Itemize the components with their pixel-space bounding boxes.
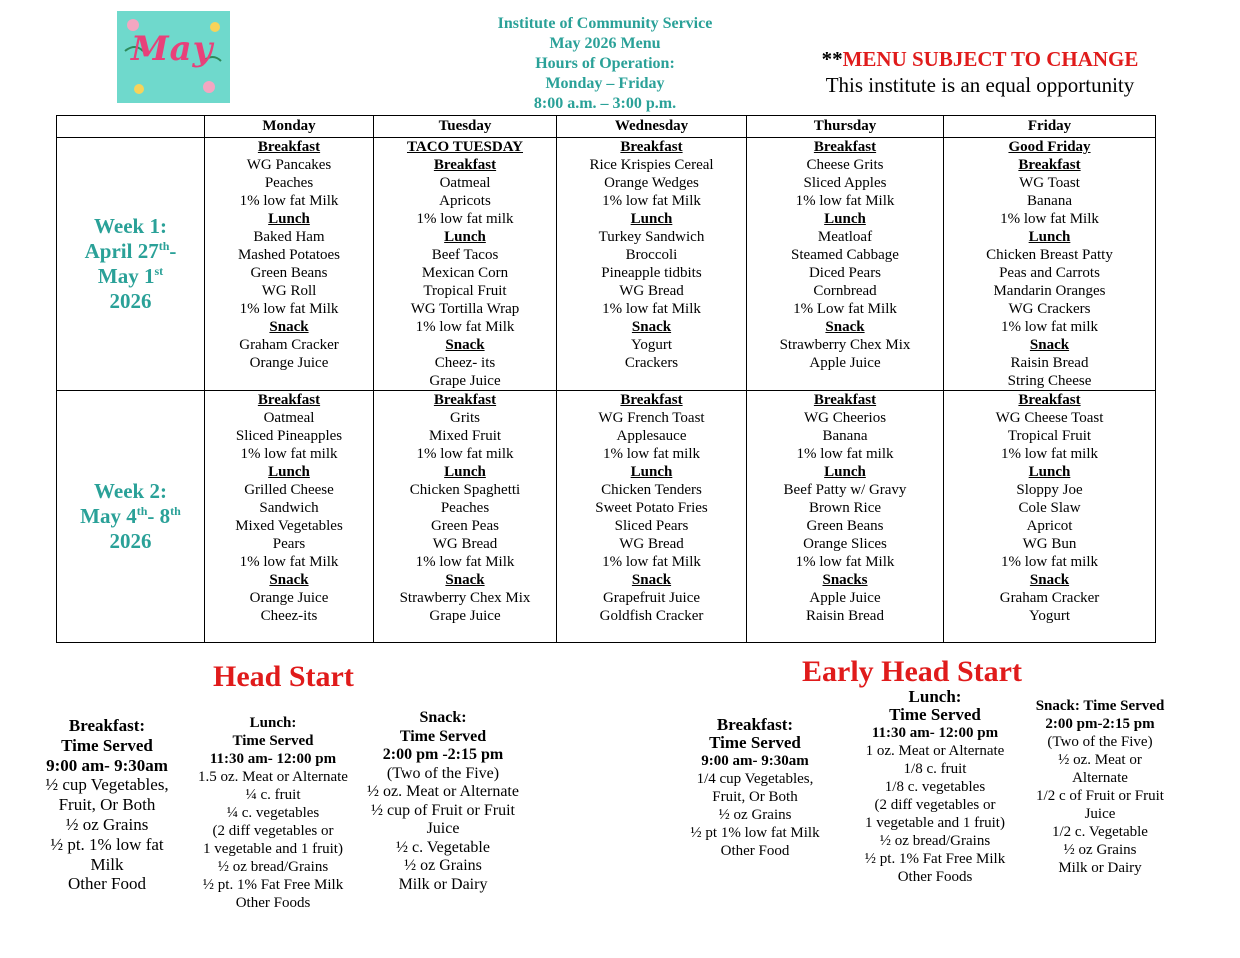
guideline-line: 1 vegetable and 1 fruit) [203, 841, 343, 857]
guideline-line: ¼ c. vegetables [226, 805, 320, 821]
meal-section-label: Lunch [1028, 464, 1071, 480]
menu-item: Chicken Tenders [601, 482, 702, 498]
meal-section-label: Lunch [444, 464, 486, 480]
menu-cell [747, 391, 944, 643]
meal-section-label: Snack [445, 337, 485, 353]
menu-item: Rice Krispies Cereal [589, 157, 714, 173]
guideline-heading: 2:00 pm-2:15 pm [1045, 716, 1155, 732]
menu-item: Sliced Apples [803, 175, 887, 191]
guideline-line: ¼ c. fruit [245, 787, 301, 803]
menu-item: Apple Juice [809, 590, 881, 606]
meal-section-label: Good Friday [1008, 139, 1091, 155]
menu-item: WG Crackers [1008, 301, 1091, 317]
guideline-line: Other Food [720, 843, 790, 859]
menu-item: 1% low fat Milk [795, 193, 895, 209]
menu-cell [205, 138, 374, 391]
menu-item: WG Bread [432, 536, 498, 552]
menu-item: Cole Slaw [1018, 500, 1081, 516]
guideline-line: (2 diff vegetables or [212, 823, 334, 839]
menu-item: WG Cheese Toast [995, 410, 1104, 426]
ehs-lunch-block [850, 688, 1020, 886]
week-label: Week 2: May 4th- 8th 2026 [57, 391, 205, 643]
menu-item: Peaches [264, 175, 314, 191]
guideline-line: 1/8 c. fruit [903, 761, 967, 777]
guideline-line: (Two of the Five) [1047, 734, 1153, 750]
menu-cell [944, 138, 1156, 391]
menu-item: Oatmeal [263, 410, 315, 426]
menu-item: Pears [272, 536, 306, 552]
menu-item: WG Cheerios [803, 410, 887, 426]
menu-item: 1% Low fat Milk [793, 301, 897, 317]
hs-breakfast-block [14, 716, 200, 894]
menu-item: Green Peas [431, 518, 499, 534]
guideline-line: ½ pt. 1% Fat Free Milk [202, 877, 344, 893]
menu-item: Sloppy Joe [1016, 482, 1083, 498]
menu-cell [557, 391, 747, 643]
menu-item: 1% low fat Milk [602, 554, 701, 570]
menu-item: Cornbread [813, 283, 877, 299]
menu-notice [790, 46, 1170, 98]
logo-text: May [131, 29, 214, 69]
guideline-heading: Lunch: [908, 687, 962, 706]
guideline-line: ½ pt 1% low fat Milk [690, 825, 820, 841]
menu-item: Graham Cracker [239, 337, 339, 353]
menu-item: WG Bread [619, 283, 684, 299]
menu-item: WG Bread [619, 536, 684, 552]
day-header: Monday [205, 116, 374, 138]
guideline-line: 1.5 oz. Meat or Alternate [198, 769, 348, 785]
menu-item: Goldfish Cracker [599, 608, 704, 624]
guideline-line: ½ oz. Meat or Alternate [367, 783, 519, 800]
menu-item: 1% low fat Milk [239, 193, 339, 209]
menu-item: 1% low fat Milk [239, 301, 339, 317]
guideline-line: Alternate [1072, 770, 1128, 786]
guideline-heading: Breakfast: [68, 716, 146, 735]
menu-item: 1% low fat Milk [602, 301, 701, 317]
meal-section-label: Snack [445, 572, 485, 588]
week-row [57, 391, 1156, 643]
menu-item: WG Pancakes [246, 157, 332, 173]
meal-section-label: Breakfast [1018, 157, 1081, 173]
meal-section-label: Lunch [630, 464, 673, 480]
ehs-snack-block [1025, 697, 1175, 877]
guideline-line: 1 vegetable and 1 fruit) [865, 815, 1005, 831]
menu-item: Beef Patty w/ Gravy [783, 482, 907, 498]
menu-item: Strawberry Chex Mix [399, 590, 531, 606]
day-header: Tuesday [374, 116, 557, 138]
menu-item: Oatmeal [439, 175, 491, 191]
menu-item: Apricots [439, 193, 491, 209]
menu-item: 1% low fat milk [240, 446, 338, 462]
menu-item: Raisin Bread [1010, 355, 1089, 371]
meal-section-label: Breakfast [813, 392, 877, 408]
hours-label: Hours of Operation: [535, 55, 675, 72]
corner-cell [57, 116, 205, 138]
meal-section-label: Breakfast [433, 157, 497, 173]
guideline-line: Other Foods [897, 869, 973, 885]
menu-item: Sliced Pears [614, 518, 689, 534]
guideline-line: (Two of the Five) [386, 764, 500, 782]
guideline-line: ½ oz Grains [1063, 842, 1137, 858]
menu-item: Banana [1027, 193, 1072, 209]
menu-item: Mixed Fruit [428, 428, 502, 444]
early-head-start-title: Early Head Start [802, 655, 1022, 688]
menu-item: Cheez-its [260, 608, 318, 624]
menu-cell [374, 138, 557, 391]
menu-table [56, 115, 1156, 643]
day-header: Thursday [747, 116, 944, 138]
menu-item: Sweet Potato Fries [595, 500, 708, 516]
guideline-line: ½ oz Grains [404, 857, 482, 874]
menu-item: Green Beans [250, 265, 328, 281]
menu-item: Peas and Carrots [999, 265, 1100, 281]
guideline-heading: Time Served [889, 705, 981, 724]
meal-section-label: Lunch [824, 464, 866, 480]
guideline-line: Milk or Dairy [398, 875, 488, 893]
menu-item: String Cheese [1007, 373, 1092, 389]
guideline-line: ½ oz Grains [65, 814, 149, 834]
menu-item: Mexican Corn [421, 265, 509, 281]
menu-item: Tropical Fruit [1007, 428, 1092, 444]
menu-item: Grilled Cheese [244, 482, 334, 498]
guideline-heading: Time Served [61, 735, 153, 755]
guideline-heading: 9:00 am- 9:30am [701, 753, 809, 769]
menu-item: Strawberry Chex Mix [779, 337, 911, 353]
guideline-line: (2 diff vegetables or [874, 797, 996, 813]
week-row [57, 138, 1156, 391]
menu-item: 1% low fat milk [602, 446, 701, 462]
menu-item: Yogurt [1029, 608, 1070, 624]
meal-section-label: Snack [1029, 572, 1070, 588]
day-header: Friday [944, 116, 1156, 138]
menu-item: 1% low fat Milk [415, 319, 515, 335]
guideline-line: 1/8 c. vegetables [884, 779, 986, 795]
menu-item: Chicken Breast Patty [986, 247, 1113, 263]
menu-cell [205, 391, 374, 643]
meal-section-label: Breakfast [257, 392, 321, 408]
guideline-line: 1/4 cup Vegetables, [696, 771, 814, 787]
menu-item: 1% low fat milk [416, 211, 514, 227]
guideline-line: Milk [90, 854, 124, 874]
guideline-line: Fruit, Or Both [58, 795, 156, 815]
menu-item: Orange Wedges [604, 175, 699, 191]
guideline-heading: Time Served [232, 733, 314, 749]
menu-item: WG Roll [261, 283, 317, 299]
menu-item: Mixed Vegetables [235, 518, 343, 534]
menu-item: Grapefruit Juice [602, 590, 701, 606]
menu-item: Chicken Spaghetti [409, 482, 521, 498]
menu-item: Cheese Grits [806, 157, 884, 173]
menu-item: Meatloaf [817, 229, 873, 245]
menu-item: Orange Juice [249, 590, 329, 606]
meal-section-label: Breakfast [813, 139, 877, 155]
menu-item: Brown Rice [808, 500, 882, 516]
guideline-line: Other Food [68, 874, 146, 894]
meal-section-label: Snack [825, 319, 865, 335]
menu-cell [747, 138, 944, 391]
meal-section-label: Snack [631, 319, 672, 335]
equal-opportunity-note: This institute is an equal opportunity [825, 73, 1135, 97]
menu-item: Yogurt [631, 337, 672, 353]
guideline-line: ½ c. Vegetable [396, 838, 490, 856]
guideline-line: ½ oz bread/Grains [217, 859, 329, 875]
meal-section-label: Lunch [1028, 229, 1071, 245]
head-start-title: Head Start [213, 660, 354, 693]
guideline-heading: Snack: [419, 709, 467, 726]
menu-cell [374, 391, 557, 643]
menu-item: 1% low fat milk [1000, 446, 1099, 462]
meal-section-label: Lunch [268, 211, 310, 227]
meal-section-label: Lunch [630, 211, 673, 227]
guideline-heading: 9:00 am- 9:30am [46, 755, 168, 775]
guideline-heading: Time Served [709, 733, 801, 752]
table-header-row [57, 116, 1156, 138]
menu-cell [557, 138, 747, 391]
menu-change-notice: MENU SUBJECT TO CHANGE [842, 47, 1139, 71]
guideline-line: 1 oz. Meat or Alternate [865, 743, 1005, 759]
guideline-line: Juice [426, 820, 460, 837]
ehs-breakfast-block [675, 716, 835, 860]
guideline-heading: Time Served [399, 727, 487, 745]
guideline-line: ½ oz. Meat or [1058, 752, 1142, 768]
meal-section-label: Breakfast [1018, 392, 1081, 408]
guideline-heading: Snack: Time Served [1035, 698, 1165, 714]
guideline-line: 1/2 c of Fruit or Fruit [1036, 788, 1164, 804]
meal-section-label: Snack [631, 572, 672, 588]
menu-title: May 2026 Menu [549, 35, 661, 52]
menu-item: WG Tortilla Wrap [410, 301, 520, 317]
meal-section-label: Snack [1029, 337, 1070, 353]
meal-section-label: Snacks [822, 572, 868, 588]
menu-item: Mashed Potatoes [237, 247, 341, 263]
menu-item: Raisin Bread [806, 608, 884, 624]
menu-item: Graham Cracker [999, 590, 1100, 606]
meal-section-label: TACO TUESDAY [406, 139, 523, 155]
guideline-heading: 11:30 am- 12:00 pm [209, 751, 337, 767]
menu-item: Sandwich [259, 500, 319, 516]
menu-item: Banana [822, 428, 868, 444]
hs-snack-block [353, 709, 533, 894]
guideline-line: ½ cup Vegetables, [45, 775, 169, 795]
guideline-heading: Breakfast: [716, 715, 794, 734]
menu-item: Pineapple tidbits [601, 265, 702, 281]
guideline-line: ½ cup of Fruit or Fruit [371, 801, 515, 819]
notice-prefix: ** [821, 47, 843, 71]
meal-section-label: Lunch [824, 211, 866, 227]
guideline-line: ½ oz bread/Grains [879, 833, 991, 849]
meal-section-label: Breakfast [257, 139, 321, 155]
menu-item: 1% low fat Milk [415, 554, 515, 570]
menu-item: Grape Juice [429, 608, 501, 624]
menu-item: Orange Juice [249, 355, 329, 371]
menu-item: Tropical Fruit [423, 283, 507, 299]
menu-item: Grits [450, 410, 480, 426]
menu-item: Broccoli [625, 247, 678, 263]
menu-item: Peaches [440, 500, 490, 516]
day-header: Wednesday [557, 116, 747, 138]
menu-item: Sliced Pineapples [235, 428, 343, 444]
menu-item: Beef Tacos [431, 247, 499, 263]
menu-item: Apricot [1026, 518, 1073, 534]
guideline-line: Juice [1084, 806, 1116, 822]
meal-section-label: Lunch [444, 229, 486, 245]
menu-item: Green Beans [806, 518, 884, 534]
menu-item: Mandarin Oranges [993, 283, 1106, 299]
menu-item: 1% low fat Milk [239, 554, 339, 570]
meal-section-label: Breakfast [433, 392, 497, 408]
menu-item: WG Toast [1019, 175, 1080, 191]
menu-item: WG Bun [1022, 536, 1077, 552]
hs-lunch-block [188, 714, 358, 912]
may-logo [117, 11, 230, 103]
org-name: Institute of Community Service [497, 15, 713, 32]
guideline-heading: 11:30 am- 12:00 pm [871, 725, 999, 741]
operating-days: Monday – Friday [545, 75, 665, 92]
menu-item: Orange Slices [803, 536, 887, 552]
guideline-line: ½ pt. 1% low fat [50, 834, 164, 854]
week-label: Week 1: April 27th- May 1st 2026 [57, 138, 205, 391]
guideline-line: Milk or Dairy [1058, 860, 1142, 876]
menu-item: WG French Toast [598, 410, 705, 426]
guideline-line: Fruit, Or Both [712, 789, 798, 805]
menu-item: 1% low fat Milk [795, 554, 895, 570]
guideline-heading: 2:00 pm -2:15 pm [382, 746, 504, 763]
meal-section-label: Breakfast [620, 392, 683, 408]
menu-item: 1% low fat Milk [1000, 211, 1099, 227]
menu-cell [944, 391, 1156, 643]
guideline-line: ½ oz Grains [718, 807, 792, 823]
menu-item: Grape Juice [429, 373, 501, 389]
guideline-line: ½ pt. 1% Fat Free Milk [864, 851, 1006, 867]
menu-item: Apple Juice [809, 355, 881, 371]
menu-item: 1% low fat milk [416, 446, 514, 462]
meal-section-label: Lunch [268, 464, 310, 480]
menu-item: 1% low fat milk [1000, 319, 1099, 335]
menu-item: 1% low fat milk [1000, 554, 1099, 570]
menu-item: Baked Ham [253, 229, 325, 245]
meal-section-label: Snack [269, 319, 309, 335]
guideline-line: Other Foods [235, 895, 311, 911]
guideline-line: 1/2 c. Vegetable [1052, 824, 1148, 840]
operating-hours: 8:00 a.m. – 3:00 p.m. [533, 95, 677, 112]
menu-item: 1% low fat Milk [602, 193, 701, 209]
menu-item: Steamed Cabbage [791, 247, 899, 263]
menu-item: Crackers [624, 355, 679, 371]
menu-item: 1% low fat milk [796, 446, 894, 462]
meal-section-label: Snack [269, 572, 309, 588]
meal-section-label: Breakfast [620, 139, 683, 155]
menu-item: Cheez- its [434, 355, 496, 371]
menu-item: Applesauce [616, 428, 687, 444]
page-header [440, 14, 770, 114]
menu-item: Turkey Sandwich [598, 229, 705, 245]
guideline-heading: Lunch: [249, 715, 297, 731]
menu-item: Diced Pears [808, 265, 882, 281]
